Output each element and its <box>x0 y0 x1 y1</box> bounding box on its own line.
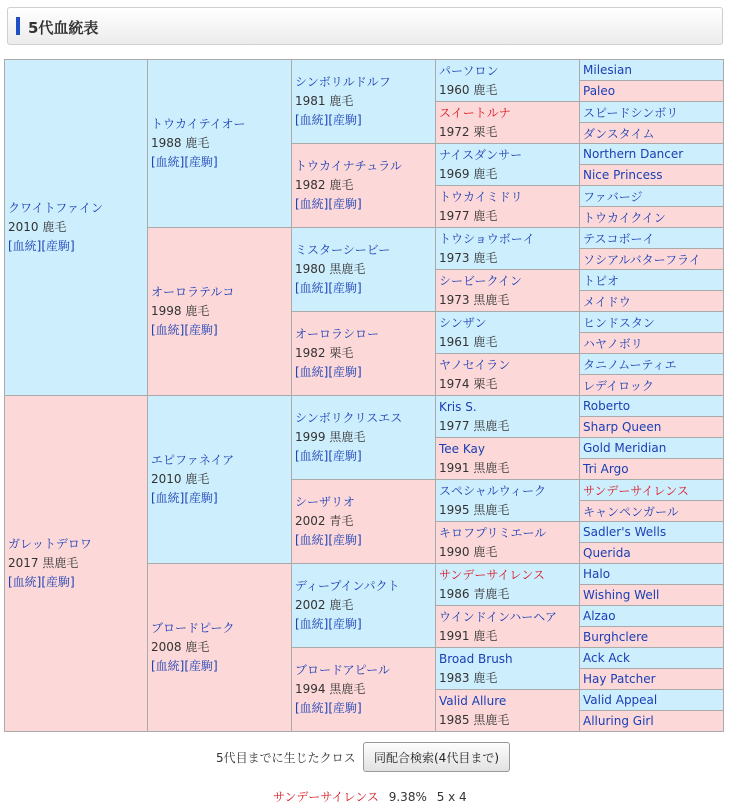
pedigree-cell <box>580 270 724 291</box>
pedigree-cell <box>580 648 724 669</box>
horse-name[interactable]: Milesian <box>583 63 632 77</box>
blood-link[interactable]: [血統] <box>295 113 329 127</box>
pedigree-cell <box>436 102 580 144</box>
pedigree-cell <box>148 228 292 396</box>
horse-name[interactable]: Alluring Girl <box>583 714 654 728</box>
horse-links <box>295 447 432 466</box>
horse-name[interactable]: Alzao <box>583 609 616 623</box>
horse-info: 1974 栗毛 <box>439 376 498 391</box>
horse-name[interactable]: ハヤノボリ <box>583 336 643 351</box>
pedigree-cell <box>580 186 724 207</box>
horse-name[interactable]: シーザリオ <box>295 495 355 509</box>
pedigree-cell <box>292 228 436 312</box>
cross-horse-link[interactable]: サンデーサイレンス <box>273 790 379 804</box>
horse-links <box>295 699 432 718</box>
pedigree-cell <box>580 459 724 480</box>
horse-name[interactable]: スペシャルウィーク <box>439 483 547 498</box>
offspring-link[interactable]: [産駒] <box>184 659 218 673</box>
horse-info: 1961 鹿毛 <box>439 334 498 349</box>
blood-link[interactable]: [血統] <box>295 449 329 463</box>
horse-name[interactable]: Paleo <box>583 84 616 98</box>
horse-info: 1982 鹿毛 <box>295 178 354 192</box>
pedigree-cell <box>436 354 580 396</box>
horse-info: 2002 青毛 <box>295 514 354 528</box>
pedigree-cell <box>580 543 724 564</box>
pedigree-cell <box>580 480 724 501</box>
horse-name[interactable]: テスコボーイ <box>583 231 655 246</box>
horse-info: 1973 黒鹿毛 <box>439 292 510 307</box>
pedigree-cell <box>580 606 724 627</box>
horse-links <box>295 531 432 550</box>
horse-name[interactable]: トピオ <box>583 273 620 288</box>
page-title: 5代血統表 <box>28 19 99 37</box>
pedigree-cell <box>148 396 292 564</box>
horse-info: 1988 鹿毛 <box>151 136 210 150</box>
horse-links <box>295 195 432 214</box>
horse-name[interactable]: トウショウボーイ <box>439 231 535 246</box>
horse-name[interactable]: サンデーサイレンス <box>439 567 545 582</box>
horse-name[interactable]: Halo <box>583 567 611 581</box>
horse-name[interactable]: Gold Meridian <box>583 441 667 455</box>
pedigree-cell <box>580 627 724 648</box>
horse-name[interactable]: トウカイナチュラル <box>295 159 402 173</box>
cross-percent: 9.38% <box>388 790 427 804</box>
horse-name[interactable]: トウカイミドリ <box>439 189 523 204</box>
pedigree-cell <box>580 207 724 228</box>
blood-link[interactable]: [血統] <box>151 323 185 337</box>
offspring-link[interactable]: [産駒] <box>184 323 218 337</box>
horse-info: 1995 黒鹿毛 <box>439 502 510 517</box>
offspring-link[interactable]: [産駒] <box>328 197 362 211</box>
horse-info: 1977 鹿毛 <box>439 208 498 223</box>
horse-info: 2008 鹿毛 <box>151 640 210 654</box>
horse-links <box>295 279 432 298</box>
header-accent-bar <box>16 17 20 35</box>
horse-name[interactable]: Tee Kay <box>439 441 485 456</box>
pedigree-cell <box>580 165 724 186</box>
horse-info: 1960 鹿毛 <box>439 82 498 97</box>
pedigree-cell <box>5 60 148 396</box>
horse-name[interactable]: ブロードアピール <box>295 663 390 677</box>
horse-info: 2010 鹿毛 <box>8 220 67 234</box>
cross-generation: 5 x 4 <box>436 790 467 804</box>
horse-name[interactable]: タニノムーティエ <box>583 357 677 372</box>
horse-name[interactable]: Broad Brush <box>439 651 513 666</box>
pedigree-cell <box>580 417 724 438</box>
horse-info: 1969 鹿毛 <box>439 166 498 181</box>
horse-name[interactable]: シンボリルドルフ <box>295 75 391 89</box>
horse-name[interactable]: Wishing Well <box>583 588 660 602</box>
horse-info: 1981 鹿毛 <box>295 94 354 108</box>
pedigree-cell <box>580 228 724 249</box>
horse-name[interactable]: ミスターシービー <box>295 243 391 257</box>
blood-link[interactable]: [血統] <box>8 239 42 253</box>
horse-info: 1972 栗毛 <box>439 124 498 139</box>
horse-name[interactable]: オーロラシロー <box>295 327 380 341</box>
offspring-link[interactable]: [産駒] <box>328 449 362 463</box>
horse-links <box>295 615 432 634</box>
horse-links <box>8 573 144 592</box>
horse-name[interactable]: エピファネイア <box>151 453 235 467</box>
pedigree-cell <box>580 333 724 354</box>
horse-info: 2017 黒鹿毛 <box>8 556 79 570</box>
horse-name[interactable]: スピードシンボリ <box>583 105 679 120</box>
pedigree-cell <box>148 564 292 732</box>
horse-info: 1985 黒鹿毛 <box>439 712 510 727</box>
horse-name[interactable]: ソシアルバターフライ <box>583 252 701 267</box>
blood-link[interactable]: [血統] <box>295 197 329 211</box>
blood-link[interactable]: [血統] <box>151 659 185 673</box>
blood-link[interactable]: [血統] <box>295 281 329 295</box>
pedigree-cell <box>580 123 724 144</box>
blood-link[interactable]: [血統] <box>8 575 42 589</box>
pedigree-cell <box>580 669 724 690</box>
horse-info: 1994 黒鹿毛 <box>295 682 366 696</box>
horse-name[interactable]: Roberto <box>583 399 631 413</box>
pedigree-cell <box>292 144 436 228</box>
pedigree-cell <box>580 144 724 165</box>
horse-name[interactable]: トウカイテイオー <box>151 117 246 131</box>
pedigree-cell <box>292 648 436 732</box>
pedigree-cell <box>580 354 724 375</box>
pedigree-cell <box>580 375 724 396</box>
horse-name[interactable]: メイドウ <box>583 294 631 309</box>
horse-name[interactable]: Sharp Queen <box>583 420 662 434</box>
pedigree-cell <box>436 606 580 648</box>
horse-info: 1980 黒鹿毛 <box>295 262 366 276</box>
pedigree-cell <box>580 396 724 417</box>
horse-name[interactable]: Burghclere <box>583 630 649 644</box>
pedigree-cell <box>292 312 436 396</box>
horse-name[interactable]: スイートルナ <box>439 105 511 120</box>
horse-info: 1991 黒鹿毛 <box>439 460 510 475</box>
horse-name[interactable]: Kris S. <box>439 399 477 414</box>
pedigree-cell <box>580 585 724 606</box>
pedigree-cell <box>436 648 580 690</box>
horse-name[interactable]: Valid Appeal <box>583 693 658 707</box>
pedigree-cell <box>580 711 724 732</box>
pedigree-cell <box>580 522 724 543</box>
horse-name[interactable]: Tri Argo <box>583 462 629 476</box>
horse-name[interactable]: サンデーサイレンス <box>583 483 689 498</box>
horse-links <box>8 237 144 256</box>
offspring-link[interactable]: [産駒] <box>328 701 362 715</box>
pedigree-cell <box>580 102 724 123</box>
horse-links <box>295 363 432 382</box>
horse-info: 1983 鹿毛 <box>439 670 498 685</box>
horse-info: 1977 黒鹿毛 <box>439 418 510 433</box>
blood-link[interactable]: [血統] <box>295 617 329 631</box>
horse-info: 1990 鹿毛 <box>439 544 498 559</box>
offspring-link[interactable]: [産駒] <box>328 113 362 127</box>
pedigree-table <box>4 59 724 732</box>
horse-name[interactable]: パーソロン <box>439 63 499 78</box>
horse-name[interactable]: Valid Allure <box>439 693 507 708</box>
pedigree-cell <box>580 249 724 270</box>
horse-name[interactable]: Sadler's Wells <box>583 525 667 539</box>
pedigree-cell <box>436 270 580 312</box>
pedigree-cell <box>436 522 580 564</box>
offspring-link[interactable]: [産駒] <box>328 533 362 547</box>
pedigree-cell <box>436 396 580 438</box>
pedigree-row <box>5 396 724 417</box>
blood-link[interactable]: [血統] <box>295 533 329 547</box>
horse-info: 1999 黒鹿毛 <box>295 430 366 444</box>
blood-link[interactable]: [血統] <box>151 491 185 505</box>
horse-name[interactable]: オーロラテルコ <box>151 285 235 299</box>
pedigree-cell <box>436 60 580 102</box>
horse-name[interactable]: キャンペンガール <box>583 504 679 519</box>
horse-name[interactable]: シンザン <box>439 315 487 330</box>
cross-summary <box>273 788 467 805</box>
offspring-link[interactable]: [産駒] <box>184 491 218 505</box>
pedigree-cell <box>580 60 724 81</box>
horse-info: 1986 青鹿毛 <box>439 586 510 601</box>
horse-name[interactable]: ガレットデロワ <box>8 537 92 551</box>
horse-links <box>151 489 288 508</box>
pedigree-cell <box>580 81 724 102</box>
horse-name[interactable]: ダンスタイム <box>583 126 655 141</box>
offspring-link[interactable]: [産駒] <box>328 617 362 631</box>
pedigree-cell <box>148 60 292 228</box>
blood-link[interactable]: [血統] <box>151 155 185 169</box>
horse-name[interactable]: Ack Ack <box>583 651 630 665</box>
horse-name[interactable]: クワイトファイン <box>8 201 104 215</box>
pedigree-cell <box>436 228 580 270</box>
offspring-link[interactable]: [産駒] <box>41 575 75 589</box>
horse-info: 2010 鹿毛 <box>151 472 210 486</box>
horse-info: 2002 鹿毛 <box>295 598 354 612</box>
pedigree-cell <box>580 438 724 459</box>
pedigree-cell <box>580 690 724 711</box>
pedigree-cell <box>436 186 580 228</box>
horse-links <box>151 657 288 676</box>
horse-name[interactable]: ヤノセイラン <box>439 357 511 372</box>
horse-name[interactable]: シンボリクリスエス <box>295 411 403 425</box>
offspring-link[interactable]: [産駒] <box>328 365 362 379</box>
horse-name[interactable]: トウカイクイン <box>583 210 666 225</box>
section-header <box>7 7 723 45</box>
horse-name[interactable]: Hay Patcher <box>583 672 656 686</box>
offspring-link[interactable]: [産駒] <box>41 239 75 253</box>
pedigree-cell <box>292 480 436 564</box>
horse-name[interactable]: ヒンドスタン <box>583 315 655 330</box>
pedigree-cell <box>5 396 148 732</box>
offspring-link[interactable]: [産駒] <box>184 155 218 169</box>
horse-name[interactable]: シービークイン <box>439 273 522 288</box>
pedigree-cell <box>580 501 724 522</box>
pedigree-cell <box>436 564 580 606</box>
horse-info: 1982 栗毛 <box>295 346 354 360</box>
offspring-link[interactable]: [産駒] <box>328 281 362 295</box>
horse-name[interactable]: ナイスダンサー <box>439 147 523 162</box>
horse-name[interactable]: レデイロック <box>583 378 654 393</box>
pedigree-cell <box>580 564 724 585</box>
pedigree-cell <box>436 480 580 522</box>
blood-link[interactable]: [血統] <box>295 365 329 379</box>
horse-info: 1991 鹿毛 <box>439 628 498 643</box>
horse-name[interactable]: ウインドインハーヘア <box>439 609 557 624</box>
horse-name[interactable]: キロフプリミエール <box>439 525 547 540</box>
pedigree-cell <box>292 564 436 648</box>
horse-links <box>151 153 288 172</box>
horse-name[interactable]: ブロードピーク <box>151 621 235 635</box>
horse-links <box>295 111 432 130</box>
pedigree-cell <box>436 438 580 480</box>
pedigree-row <box>5 60 724 81</box>
horse-info: 1973 鹿毛 <box>439 250 498 265</box>
horse-name[interactable]: ファバージ <box>583 189 643 204</box>
horse-name[interactable]: Nice Princess <box>583 168 663 182</box>
horse-name[interactable]: Querida <box>583 546 631 560</box>
pedigree-cell <box>580 312 724 333</box>
pedigree-cell <box>436 144 580 186</box>
pedigree-cell <box>580 291 724 312</box>
pedigree-cell <box>436 690 580 732</box>
horse-name[interactable]: Northern Dancer <box>583 147 684 161</box>
cross-label: 5代目までに生じたクロス <box>216 751 356 765</box>
blood-link[interactable]: [血統] <box>295 701 329 715</box>
same-mating-search-button[interactable]: 同配合検索(4代目まで) <box>363 742 510 772</box>
horse-name[interactable]: ディープインパクト <box>295 579 400 593</box>
horse-links <box>151 321 288 340</box>
pedigree-cell <box>292 60 436 144</box>
pedigree-cell <box>436 312 580 354</box>
pedigree-cell <box>292 396 436 480</box>
horse-info: 1998 鹿毛 <box>151 304 210 318</box>
